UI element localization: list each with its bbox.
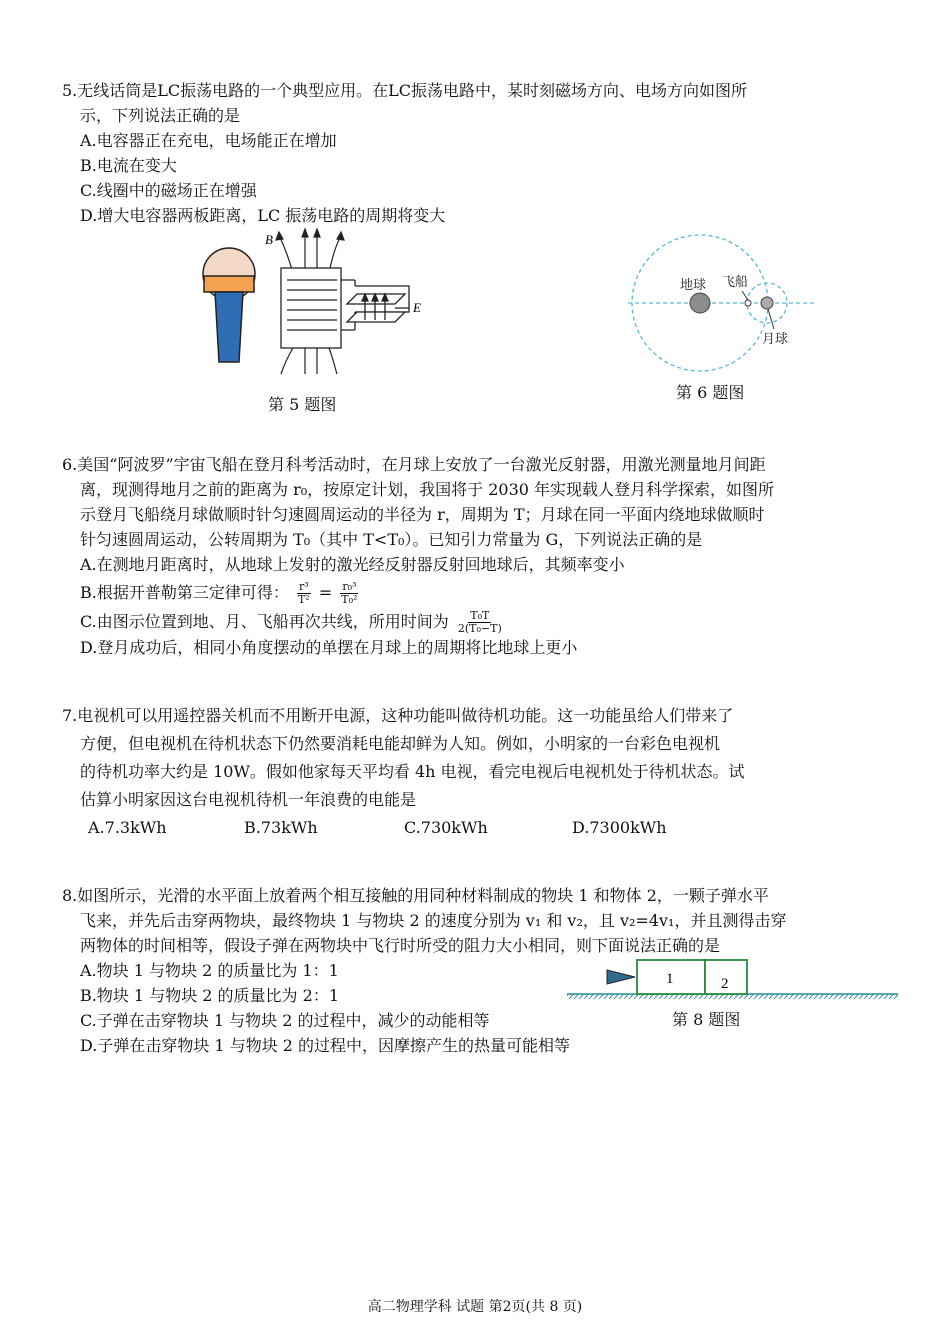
q7-option-a: A.7.3kWh: [88, 818, 167, 837]
q6-figure-caption: 第 6 题图: [676, 383, 745, 402]
q8-figure: [565, 956, 900, 1006]
q5-label-e: E: [413, 300, 421, 315]
equals-sign: =: [318, 583, 333, 602]
q8-figure-caption: 第 8 题图: [672, 1010, 741, 1029]
q7-stem-line3: 的待机功率大约是 10W。假如他家每天平均看 4h 电视，看完电视后电视机处于待机状态。试: [80, 762, 745, 781]
q8-stem-line1: 8.如图所示，光滑的水平面上放着两个相互接触的用同种材料制成的物块 1 和物体 2，一颗子弹水平: [62, 886, 769, 905]
q6-option-a: A.在测地月距离时，从地球上发射的激光经反射器反射回地球后，其频率变小: [80, 555, 625, 574]
q7-options: [62, 814, 897, 842]
q5-option-b: B.电流在变大: [80, 156, 177, 175]
label-ship: 飞船: [722, 275, 749, 290]
block-1-label: 1: [666, 971, 674, 987]
q8-option-c: C.子弹在击穿物块 1 与物块 2 的过程中，减少的动能相等: [80, 1011, 490, 1030]
q6-option-c: [62, 609, 897, 635]
q6-stem-line4: 针匀速圆周运动，公转周期为 T₀（其中 T<T₀）。已知引力常量为 G，下列说法正确的是: [80, 530, 703, 549]
q5-stem-line2: 示，下列说法正确的是: [80, 106, 241, 125]
moon-icon: [761, 297, 773, 309]
q6-option-c-text: C.由图示位置到地、月、飞船再次共线，所用时间为: [80, 612, 449, 631]
coil: [281, 268, 409, 348]
q6-stem-line2: 离，现测得地月之前的距离为 r₀，按原定计划，我国将于 2030 年实现载人登月科学探索，如图所: [80, 480, 775, 499]
q8-stem-line2: 飞来，并先后击穿两物块，最终物块 1 与物块 2 的速度分别为 v₁ 和 v₂，且 v₂=4v₁，并且测得击穿: [80, 911, 787, 930]
earth-icon: [690, 293, 710, 313]
q5-option-d: D.增大电容器两板距离，LC 振荡电路的周期将变大: [80, 206, 446, 225]
q5-stem-line1: 5.无线话筒是LC振荡电路的一个典型应用。在LC振荡电路中，某时刻磁场方向、电场方向如图所: [62, 81, 748, 100]
q6-stem-line1: 6.美国“阿波罗”宇宙飞船在登月科考活动时，在月球上安放了一台激光反射器，用激光测量地月间距: [62, 455, 766, 474]
q6-option-b: [62, 580, 897, 606]
q6-stem-line3: 示登月飞船绕月球做顺时针匀速圆周运动的半径为 r，周期为 T；月球在同一平面内绕地球做顺时: [80, 505, 765, 524]
q8-stem-line3: 两物体的时间相等，假设子弹在两物块中飞行时所受的阻力大小相同，则下面说法正确的是: [80, 936, 721, 955]
page-footer: 高二物理学科 试题 第2页(共 8 页): [367, 1299, 583, 1315]
q7-option-d: D.7300kWh: [572, 818, 667, 837]
q7-option-c: C.730kWh: [404, 818, 488, 837]
q8-option-b: B.物块 1 与物块 2 的质量比为 2：1: [80, 986, 339, 1005]
q7-stem-line1: 7.电视机可以用遥控器关机而不用断开电源，这种功能叫做待机功能。这一功能虽给人们带来了: [62, 706, 734, 725]
microphone-icon: [203, 248, 255, 362]
q5-label-b: B: [265, 232, 273, 247]
fraction-time: $\frac{\text{T₀T}}{\text{2(T₀−T)}}$: [457, 609, 502, 635]
q8-option-d: D.子弹在击穿物块 1 与物块 2 的过程中，因摩擦产生的热量可能相等: [80, 1036, 571, 1055]
q6-figure: [620, 233, 820, 373]
q8-option-a: A.物块 1 与物块 2 的质量比为 1：1: [80, 961, 339, 980]
q6-option-d: D.登月成功后，相同小角度摆动的单摆在月球上的周期将比地球上更小: [80, 638, 578, 657]
label-moon: 月球: [762, 332, 789, 347]
q5-figure-caption: 第 5 题图: [268, 395, 337, 414]
q7-stem-line4: 估算小明家因这台电视机待机一年浪费的电能是: [80, 790, 417, 809]
question-5: [62, 78, 897, 228]
label-earth: 地球: [680, 278, 707, 293]
q5-option-a: A.电容器正在充电，电场能正在增加: [80, 131, 337, 150]
q5-option-c: C.线圈中的磁场正在增强: [80, 181, 257, 200]
q5-figure: [195, 228, 445, 378]
question-7: [62, 702, 897, 842]
q7-option-b: B.73kWh: [244, 818, 318, 837]
q6-option-b-text: B.根据开普勒第三定律可得：: [80, 583, 289, 602]
capacitor: [347, 294, 409, 322]
fraction-r-cubed-over-t-squared: $\frac{\text{r³}}{\text{T²}}$: [297, 580, 310, 606]
question-6: [62, 452, 897, 660]
q7-stem-line2: 方便，但电视机在待机状态下仍然要消耗电能却鲜为人知。例如，小明家的一台彩色电视机: [80, 734, 721, 753]
bullet-icon: [607, 970, 635, 984]
spaceship-icon: [745, 300, 751, 306]
fraction-r0-cubed-over-t0-squared: $\frac{\text{r₀³}}{\text{T₀²}}$: [341, 580, 358, 606]
block-2-label: 2: [721, 976, 729, 992]
